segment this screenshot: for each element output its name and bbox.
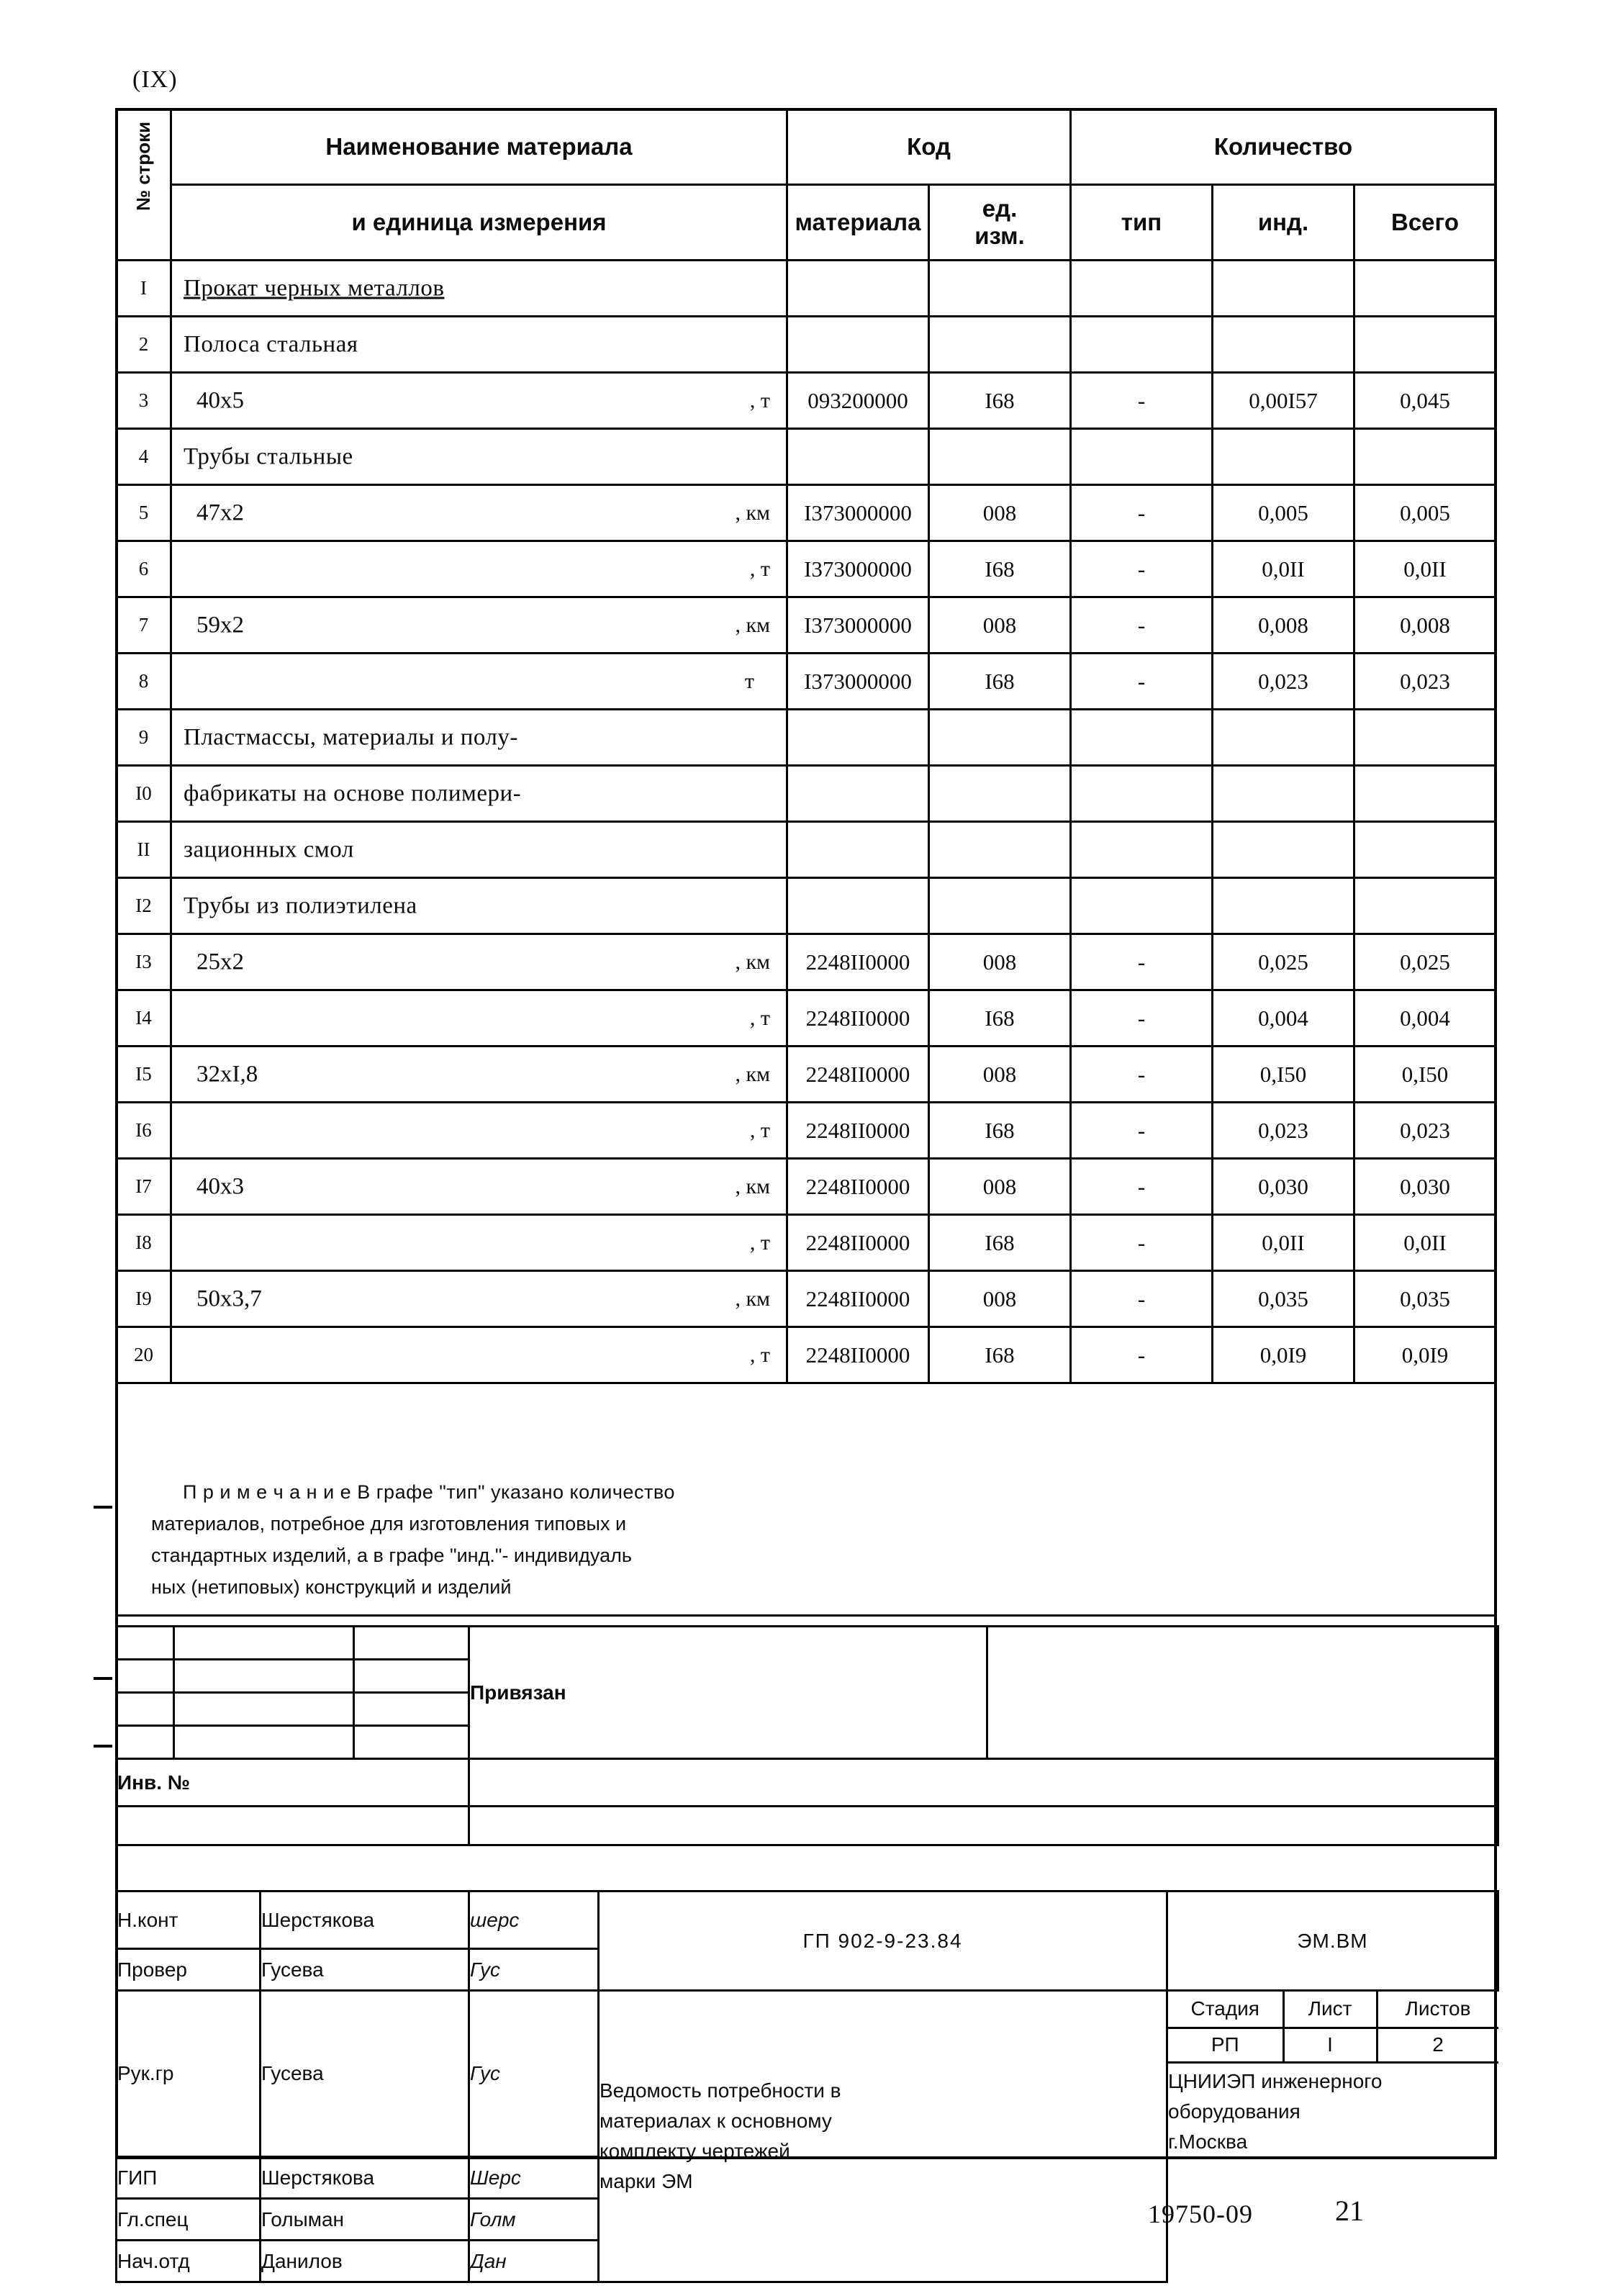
cell-tip: - [1071,373,1213,429]
cell-kod-materiala: I373000000 [787,597,929,654]
cell-row-number: 3 [117,373,171,429]
cell-row-number: I0 [117,766,171,822]
org-line: г.Москва [1168,2130,1248,2153]
cell-kod-materiala: 2248II0000 [787,1103,929,1159]
cell-tip: - [1071,654,1213,710]
cell-kod-ed: I68 [929,990,1071,1047]
cell-vsego: 0,045 [1354,373,1496,429]
cell-kod-materiala: I373000000 [787,541,929,597]
material-unit-text: , км [735,1286,770,1311]
cell-ind: 0,008 [1213,597,1354,654]
cell-ind: 0,0II [1213,541,1354,597]
material-name-text: Пластмассы, материалы и полу- [184,724,518,750]
cell-tip: - [1071,541,1213,597]
cell-tip: - [1071,1271,1213,1327]
cell-ind: 0,023 [1213,1103,1354,1159]
document-code: ГП 902-9-23.84 [599,1892,1167,1991]
cell-ind: 0,023 [1213,654,1354,710]
cell-vsego: 0,023 [1354,654,1496,710]
cell-row-number: I6 [117,1103,171,1159]
footer-page-number: 21 [1335,2195,1364,2227]
material-unit-text: , км [735,949,770,974]
cell-kod-ed: 008 [929,1159,1071,1215]
sheets-header: Листов [1377,1992,1498,2028]
note-line: П р и м е ч а н и е В графе "тип" указано количество [183,1481,675,1503]
cell-vsego: 0,023 [1354,1103,1496,1159]
cell-tip: - [1071,1159,1213,1215]
cell-row-number: I9 [117,1271,171,1327]
page-border [115,108,1497,2159]
cell-row-number: II [117,822,171,878]
header-kolichestvo: Количество [1071,109,1496,185]
margin-tick [94,1677,112,1680]
material-name-text: фабрикаты на основе полимери- [184,780,522,806]
material-name-text: 40х5 [196,387,244,413]
org-line: ЦНИИЭП инженерного [1168,2069,1383,2092]
inv-number-label: Инв. № [117,1759,469,1807]
cell-vsego: 0,I50 [1354,1047,1496,1103]
header-kod-ed-izm: ед. изм. [929,185,1071,261]
footer-archive-code: 19750-09 [1148,2200,1253,2228]
material-name-text: Трубы стальные [184,443,353,469]
header-material-name: Наименование материала [171,109,787,185]
header-kod: Код [787,109,1071,185]
stage-value: РП [1168,2028,1283,2062]
cell-kod-materiala: 2248II0000 [787,1047,929,1103]
cell-vsego: 0,008 [1354,597,1496,654]
cell-kod-materiala: 2248II0000 [787,934,929,990]
cell-ind: 0,004 [1213,990,1354,1047]
role-label: ГИП [117,2157,261,2199]
cell-row-number: 20 [117,1327,171,1383]
cell-row-number: I8 [117,1215,171,1271]
cell-vsego: 0,004 [1354,990,1496,1047]
cell-kod-materiala: 2248II0000 [787,1159,929,1215]
cell-kod-ed: 008 [929,934,1071,990]
cell-kod-ed: I68 [929,654,1071,710]
cell-kod-ed: I68 [929,373,1071,429]
cell-tip: - [1071,934,1213,990]
role-label: Нач.отд [117,2241,261,2282]
role-name: Шерстякова [261,2157,469,2199]
role-name: Шерстякова [261,1892,469,1949]
cell-kod-ed: 008 [929,1271,1071,1327]
material-unit-text: , т [749,388,770,412]
title-line: Ведомость потребности в [600,2079,841,2102]
material-name-text: Полоса стальная [184,331,358,357]
cell-vsego: 0,035 [1354,1271,1496,1327]
cell-tip: - [1071,1215,1213,1271]
cell-kod-ed: I68 [929,541,1071,597]
role-name: Гусева [261,1991,469,2157]
role-label: Н.конт [117,1892,261,1949]
title-line: комплекту чертежей [600,2140,790,2162]
cell-row-number: 7 [117,597,171,654]
material-name-text: 47х2 [196,500,244,525]
material-unit-text: , км [735,1174,770,1198]
title-line: материалах к основному [600,2110,832,2132]
cell-kod-materiala: 2248II0000 [787,1215,929,1271]
sheet-corner-label: (IX) [132,66,178,93]
role-signature: Голм [469,2199,599,2241]
header-material-unit: и единица измерения [171,185,787,261]
role-signature: шерс [469,1892,599,1949]
note-line: стандартных изделий, а в графе "инд."- индивидуаль [151,1545,632,1566]
cell-vsego: 0,030 [1354,1159,1496,1215]
material-unit-text: , т [749,556,770,581]
cell-vsego: 0,005 [1354,485,1496,541]
cell-ind: 0,I50 [1213,1047,1354,1103]
cell-row-number: I5 [117,1047,171,1103]
cell-tip: - [1071,485,1213,541]
cell-kod-ed: I68 [929,1215,1071,1271]
cell-kod-materiala: 2248II0000 [787,1271,929,1327]
margin-tick [94,1506,112,1509]
note-line: материалов, потребное для изготовления типовых и [151,1513,627,1535]
cell-ind: 0,030 [1213,1159,1354,1215]
sheet-header: Лист [1283,1992,1377,2028]
cell-tip: - [1071,597,1213,654]
header-tip: тип [1071,185,1213,261]
sheets-value: 2 [1377,2028,1498,2062]
cell-kod-ed: 008 [929,597,1071,654]
cell-row-number: I4 [117,990,171,1047]
role-label: Рук.гр [117,1991,261,2157]
cell-kod-ed: I68 [929,1103,1071,1159]
role-signature: Гус [469,1991,599,2157]
margin-tick [94,1745,112,1748]
cell-kod-materiala: I373000000 [787,485,929,541]
material-unit-text: , т [749,1230,770,1255]
cell-kod-ed: 008 [929,1047,1071,1103]
material-unit-text: , т [749,1342,770,1367]
cell-row-number: 8 [117,654,171,710]
role-signature: Шерс [469,2157,599,2199]
cell-vsego: 0,0I9 [1354,1327,1496,1383]
material-name-text: 59х2 [196,612,244,638]
org-line: оборудования [1168,2100,1300,2123]
cell-kod-materiala: 093200000 [787,373,929,429]
material-name-text: 25х2 [196,949,244,975]
header-row-number: № строки [117,109,171,261]
marka-label: ЭМ.ВМ [1167,1892,1498,1991]
material-unit-text: , км [735,1062,770,1086]
cell-row-number: I7 [117,1159,171,1215]
cell-row-number: I3 [117,934,171,990]
stage-header: Стадия [1168,1992,1283,2028]
cell-tip: - [1071,1103,1213,1159]
role-name: Гусева [261,1949,469,1991]
role-signature: Гус [469,1949,599,1991]
material-unit-text: т [744,669,754,693]
role-name: Голыман [261,2199,469,2241]
header-kod-materiala: материала [787,185,929,261]
cell-kod-ed: 008 [929,485,1071,541]
cell-tip: - [1071,1327,1213,1383]
cell-row-number: I2 [117,878,171,934]
cell-row-number: 5 [117,485,171,541]
cell-ind: 0,035 [1213,1271,1354,1327]
cell-ind: 0,00I57 [1213,373,1354,429]
cell-tip: - [1071,1047,1213,1103]
cell-ind: 0,005 [1213,485,1354,541]
title-line: марки ЭМ [600,2170,693,2192]
privyazan-cell: Привязан [469,1627,987,1759]
material-name-text: 32хI,8 [196,1061,258,1087]
cell-row-number: 4 [117,429,171,485]
cell-kod-materiala: 2248II0000 [787,1327,929,1383]
cell-vsego: 0,025 [1354,934,1496,990]
material-name-text: 50х3,7 [196,1285,262,1311]
cell-row-number: 6 [117,541,171,597]
cell-kod-materiala: 2248II0000 [787,990,929,1047]
material-unit-text: , км [735,500,770,525]
cell-vsego: 0,0II [1354,541,1496,597]
role-label: Гл.спец [117,2199,261,2241]
cell-vsego: 0,0II [1354,1215,1496,1271]
role-name: Данилов [261,2241,469,2282]
cell-kod-ed: I68 [929,1327,1071,1383]
header-ind: инд. [1213,185,1354,261]
material-unit-text: , т [749,1118,770,1142]
role-label: Провер [117,1949,261,1991]
cell-row-number: I [117,261,171,317]
material-name-text: 40х3 [196,1173,244,1199]
header-vsego: Всего [1354,185,1496,261]
cell-ind: 0,025 [1213,934,1354,990]
cell-row-number: 9 [117,710,171,766]
material-name-text: Трубы из полиэтилена [184,892,417,918]
cell-row-number: 2 [117,317,171,373]
cell-kod-materiala: I373000000 [787,654,929,710]
sheet-value: I [1283,2028,1377,2062]
cell-ind: 0,0II [1213,1215,1354,1271]
material-unit-text: , т [749,1005,770,1030]
note-line: ных (нетиповых) конструкций и изделий [151,1576,512,1598]
material-name-text: зационных смол [184,836,354,862]
material-name-text: Прокат черных металлов [184,275,445,301]
role-signature: Дан [469,2241,599,2282]
cell-tip: - [1071,990,1213,1047]
material-unit-text: , км [735,613,770,637]
cell-ind: 0,0I9 [1213,1327,1354,1383]
